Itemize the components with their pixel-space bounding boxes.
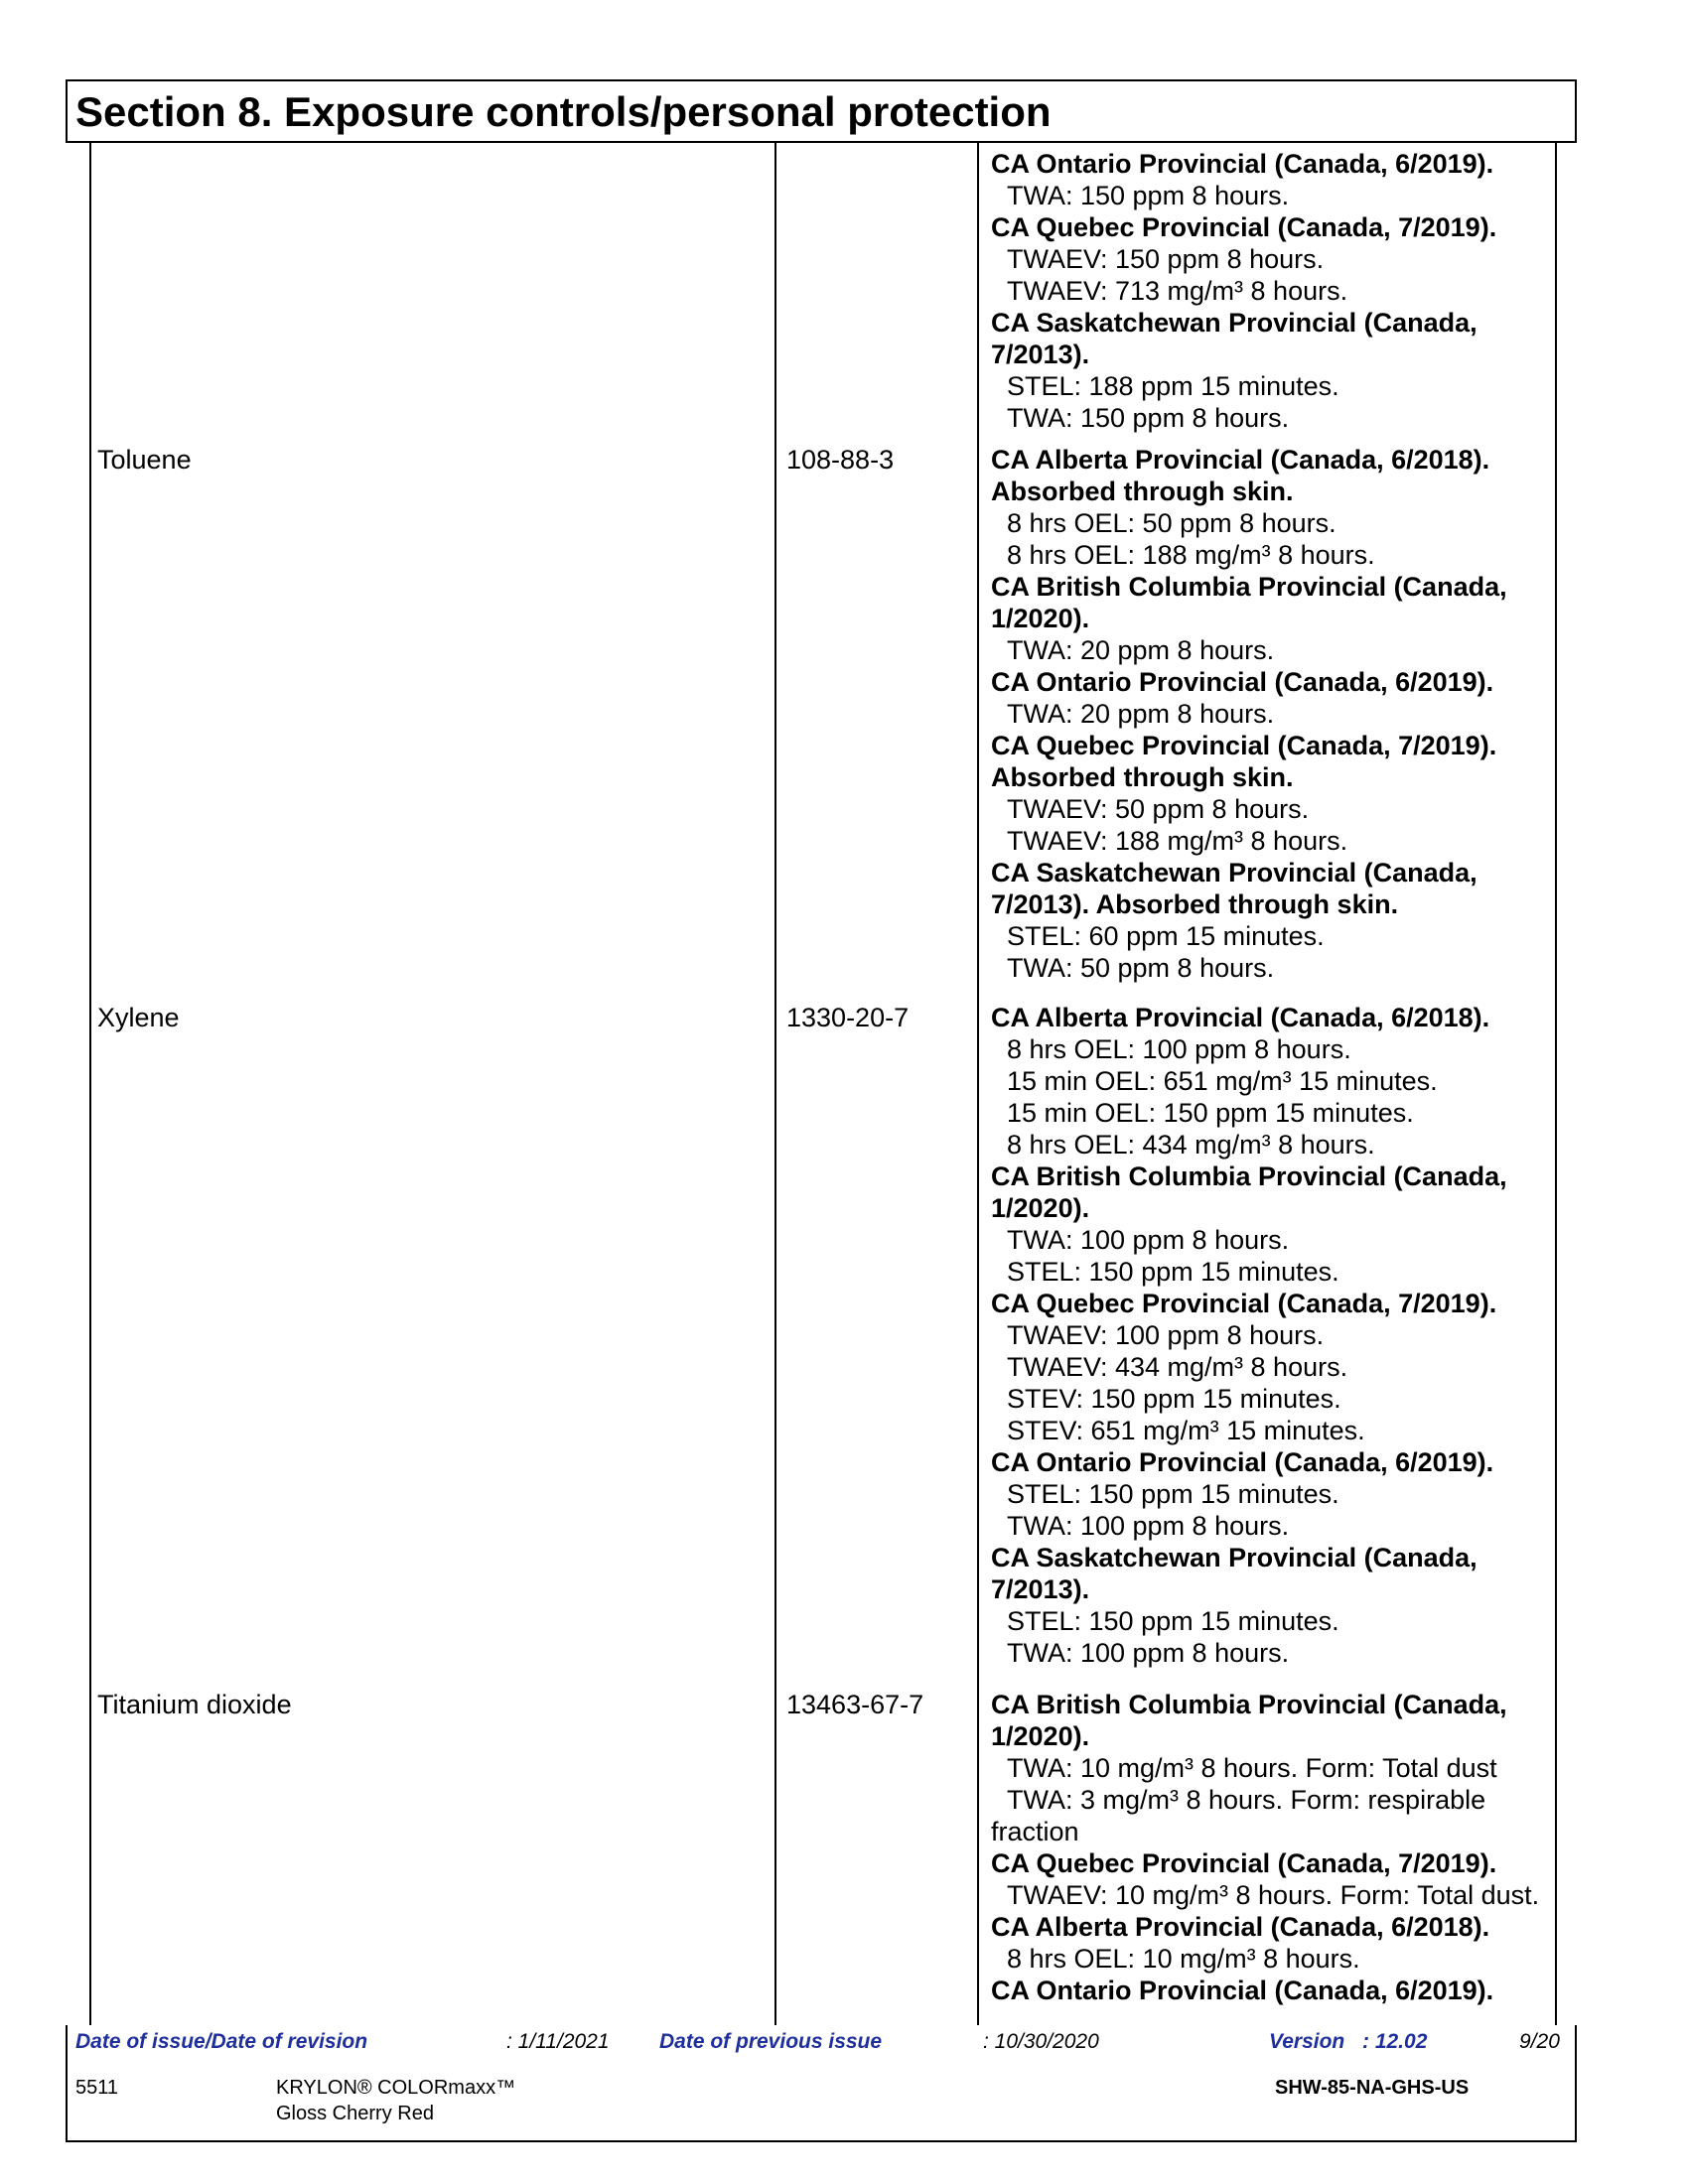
limit-value: TWAEV: 150 ppm 8 hours.	[1007, 244, 1325, 274]
limit-value: TWA: 100 ppm 8 hours.	[1007, 1225, 1290, 1255]
footer-version-label: Version	[1269, 2030, 1345, 2053]
limit-value: STEL: 150 ppm 15 minutes.	[1007, 1606, 1339, 1636]
limit-heading: CA Alberta Provincial (Canada, 6/2018).	[991, 1912, 1490, 1942]
limit-value: 8 hrs OEL: 188 mg/m³ 8 hours.	[1007, 540, 1375, 570]
limit-value: TWA: 100 ppm 8 hours.	[1007, 1638, 1290, 1668]
limit-value: TWAEV: 10 mg/m³ 8 hours. Form: Total dust.	[1007, 1880, 1540, 1910]
limit-value: TWA: 150 ppm 8 hours.	[1007, 403, 1290, 433]
exposure-limits-xylene	[991, 1002, 1569, 1669]
limit-value: TWA: 3 mg/m³ 8 hours. Form: respirable	[1007, 1785, 1486, 1815]
footer-product-name: KRYLON® COLORmaxx™	[276, 2077, 516, 2099]
limit-value: 8 hrs OEL: 10 mg/m³ 8 hours.	[1007, 1944, 1360, 1974]
limit-heading: CA Quebec Provincial (Canada, 7/2019).	[991, 1289, 1497, 1318]
limit-heading: CA British Columbia Provincial (Canada, 1/2020).	[991, 1161, 1507, 1223]
exposure-limits-titanium-dioxide	[991, 1689, 1569, 2006]
footer-document-code: SHW-85-NA-GHS-US	[1275, 2077, 1470, 2099]
limit-value: STEL: 150 ppm 15 minutes.	[1007, 1257, 1339, 1287]
limit-value: 8 hrs OEL: 100 ppm 8 hours.	[1007, 1034, 1351, 1064]
page-footer	[66, 2025, 1577, 2142]
limit-value: TWA: 50 ppm 8 hours.	[1007, 953, 1275, 983]
exposure-limits-toluene	[991, 444, 1569, 984]
limit-heading: CA Quebec Provincial (Canada, 7/2019).	[991, 1848, 1497, 1878]
limit-value: TWA: 150 ppm 8 hours.	[1007, 181, 1290, 210]
ingredient-name-titanium-dioxide: Titanium dioxide	[97, 1690, 292, 1719]
limit-value: TWAEV: 713 mg/m³ 8 hours.	[1007, 276, 1348, 306]
limit-value: TWA: 100 ppm 8 hours.	[1007, 1511, 1290, 1541]
limit-value: STEL: 150 ppm 15 minutes.	[1007, 1479, 1339, 1509]
limit-heading: CA Saskatchewan Provincial (Canada, 7/2013).	[991, 1543, 1477, 1604]
footer-issue-label: Date of issue/Date of revision	[75, 2030, 368, 2053]
cas-number-xylene: 1330-20-7	[786, 1003, 910, 1032]
cas-number-titanium-dioxide: 13463-67-7	[786, 1690, 924, 1719]
limit-value: TWAEV: 50 ppm 8 hours.	[1007, 794, 1310, 824]
limit-heading: CA Ontario Provincial (Canada, 6/2019).	[991, 1447, 1494, 1477]
limit-heading: CA Ontario Provincial (Canada, 6/2019).	[991, 1976, 1494, 2005]
limit-value: TWAEV: 434 mg/m³ 8 hours.	[1007, 1352, 1348, 1382]
limit-value: STEV: 651 mg/m³ 15 minutes.	[1007, 1416, 1365, 1445]
table-left-border	[89, 143, 91, 2025]
limit-value: 15 min OEL: 651 mg/m³ 15 minutes.	[1007, 1066, 1438, 1096]
footer-issue-date: : 1/11/2021	[506, 2030, 610, 2053]
ingredient-name-toluene: Toluene	[97, 445, 192, 475]
limit-heading: CA Quebec Provincial (Canada, 7/2019).	[991, 212, 1497, 242]
limit-heading: CA Saskatchewan Provincial (Canada, 7/2013).	[991, 308, 1477, 369]
exposure-limits-continued	[991, 148, 1569, 434]
column-divider-cas	[774, 143, 776, 2025]
limit-heading: CA Ontario Provincial (Canada, 6/2019).	[991, 667, 1494, 697]
limit-value: STEL: 188 ppm 15 minutes.	[1007, 371, 1339, 401]
limit-heading: CA Quebec Provincial (Canada, 7/2019). Absorbed through skin.	[991, 731, 1497, 792]
column-divider-limits	[977, 143, 979, 2025]
footer-previous-label: Date of previous issue	[659, 2030, 883, 2053]
section-title: Section 8. Exposure controls/personal protection	[75, 88, 1052, 135]
cas-number-toluene: 108-88-3	[786, 445, 895, 475]
limit-value: TWAEV: 100 ppm 8 hours.	[1007, 1320, 1325, 1350]
limit-value: 8 hrs OEL: 50 ppm 8 hours.	[1007, 508, 1336, 538]
limit-heading: CA Alberta Provincial (Canada, 6/2018). Absorbed through skin.	[991, 445, 1490, 506]
limit-heading: CA Alberta Provincial (Canada, 6/2018).	[991, 1003, 1490, 1032]
limit-value: STEL: 60 ppm 15 minutes.	[1007, 921, 1325, 951]
limit-heading: CA Ontario Provincial (Canada, 6/2019).	[991, 149, 1494, 179]
limit-value: STEV: 150 ppm 15 minutes.	[1007, 1384, 1341, 1414]
limit-value: TWA: 20 ppm 8 hours.	[1007, 635, 1275, 665]
footer-page-number: 9/20	[1519, 2030, 1560, 2053]
footer-previous-date: : 10/30/2020	[983, 2030, 1099, 2053]
limit-value-continued: fraction	[991, 1817, 1079, 1846]
limit-heading: CA British Columbia Provincial (Canada, 1/2020).	[991, 572, 1507, 633]
limit-heading: CA Saskatchewan Provincial (Canada, 7/2013). Absorbed through skin.	[991, 858, 1477, 919]
limit-value: TWA: 10 mg/m³ 8 hours. Form: Total dust	[1007, 1753, 1497, 1783]
limit-value: TWAEV: 188 mg/m³ 8 hours.	[1007, 826, 1348, 856]
footer-product-code: 5511	[75, 2077, 119, 2099]
limit-heading: CA British Columbia Provincial (Canada, 1/2020).	[991, 1690, 1507, 1751]
limit-value: TWA: 20 ppm 8 hours.	[1007, 699, 1275, 729]
section-header	[66, 79, 1577, 143]
footer-product-variant: Gloss Cherry Red	[276, 2103, 434, 2124]
footer-version-value: : 12.02	[1362, 2030, 1428, 2053]
limit-value: 8 hrs OEL: 434 mg/m³ 8 hours.	[1007, 1130, 1375, 1160]
limit-value: 15 min OEL: 150 ppm 15 minutes.	[1007, 1098, 1414, 1128]
ingredient-name-xylene: Xylene	[97, 1003, 180, 1032]
